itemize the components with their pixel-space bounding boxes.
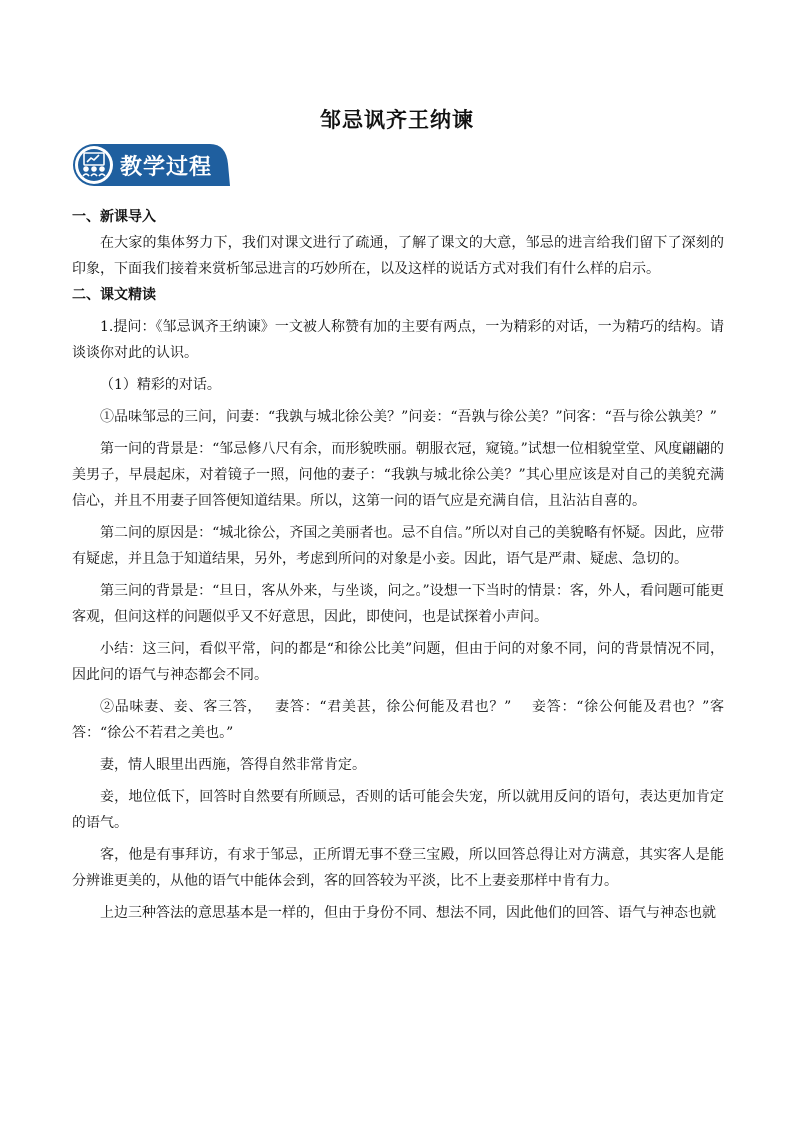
- section-heading-reading: 二、课文精读: [72, 287, 156, 303]
- document-title: 邹忌讽齐王纳谏: [320, 107, 474, 132]
- paragraph: 第二问的原因是：“城北徐公，齐国之美丽者也。忌不自信。”所以对自己的美貌略有怀疑。因此，应带有疑虑，并且急于知道结果，另外，考虑到所问的对象是小妾。因此，语气是严肃、疑虑、急切的。: [72, 525, 724, 567]
- paragraph: 第三问的背景是：“旦日，客从外来，与坐谈，问之。”设想一下当时的情景：客，外人，看问题可能更客观，但问这样的问题似乎又不好意思，因此，即使问，也是试探着小声问。: [72, 583, 724, 625]
- section-heading-intro: 一、新课导入: [72, 209, 156, 225]
- paragraph: 妻，情人眼里出西施，答得自然非常肯定。: [100, 757, 366, 773]
- paragraph: 1.提问：《邹忌讽齐王纳谏》一文被人称赞有加的主要有两点，一为精彩的对话，一为精巧的结构。请谈谈你对此的认识。: [72, 319, 724, 361]
- paragraph: 在大家的集体努力下，我们对课文进行了疏通，了解了课文的大意，邹忌的进言给我们留下了深刻的印象，下面我们接着来赏析邹忌进言的巧妙所在，以及这样的说话方式对我们有什么样的启示。: [72, 235, 724, 277]
- section-banner: [72, 142, 230, 188]
- paragraph: 上边三种答法的意思基本是一样的，但由于身份不同、想法不同，因此他们的回答、语气与神态也就: [100, 905, 716, 921]
- paragraph: （1）精彩的对话。: [100, 377, 221, 393]
- paragraph: ①品味邹忌的三问，问妻：“我孰与城北徐公美？”问妾：“吾孰与徐公美？”问客：“吾与徐公孰美？”: [100, 409, 717, 425]
- document-body: [72, 204, 724, 926]
- paragraph: 小结：这三问，看似平常，问的都是“和徐公比美”问题，但由于问的对象不同，问的背景情况不同，因此问的语气与神态都会不同。: [72, 641, 724, 683]
- paragraph: 客，他是有事拜访，有求于邹忌，正所谓无事不登三宝殿，所以回答总得让对方满意，其实客人是能分辨谁更美的，从他的语气中能体会到，客的回答较为平淡，比不上妻妾那样中肯有力。: [72, 847, 724, 889]
- paragraph: ②品味妻、妾、客三答， 妻答：“君美甚，徐公何能及君也？” 妾答：“徐公何能及君也？”客答：“徐公不若君之美也。”: [72, 699, 724, 741]
- paragraph: 第一问的背景是：“邹忌修八尺有余，而形貌昳丽。朝服衣冠，窥镜。”试想一位相貌堂堂、风度翩翩的美男子，早晨起床，对着镜子一照，问他的妻子：“我孰与城北徐公美？”其心里应该是对自己的美貌充满信心，并且不用妻子回答便知道结果。所以，这第一问的语气应是充满自信，且沾沾自喜的。: [72, 441, 724, 509]
- banner-label: 教学过程: [120, 155, 213, 180]
- paragraph: 妾，地位低下，回答时自然要有所顾忌，否则的话可能会失宠，所以就用反问的语句，表达更加肯定的语气。: [72, 789, 724, 831]
